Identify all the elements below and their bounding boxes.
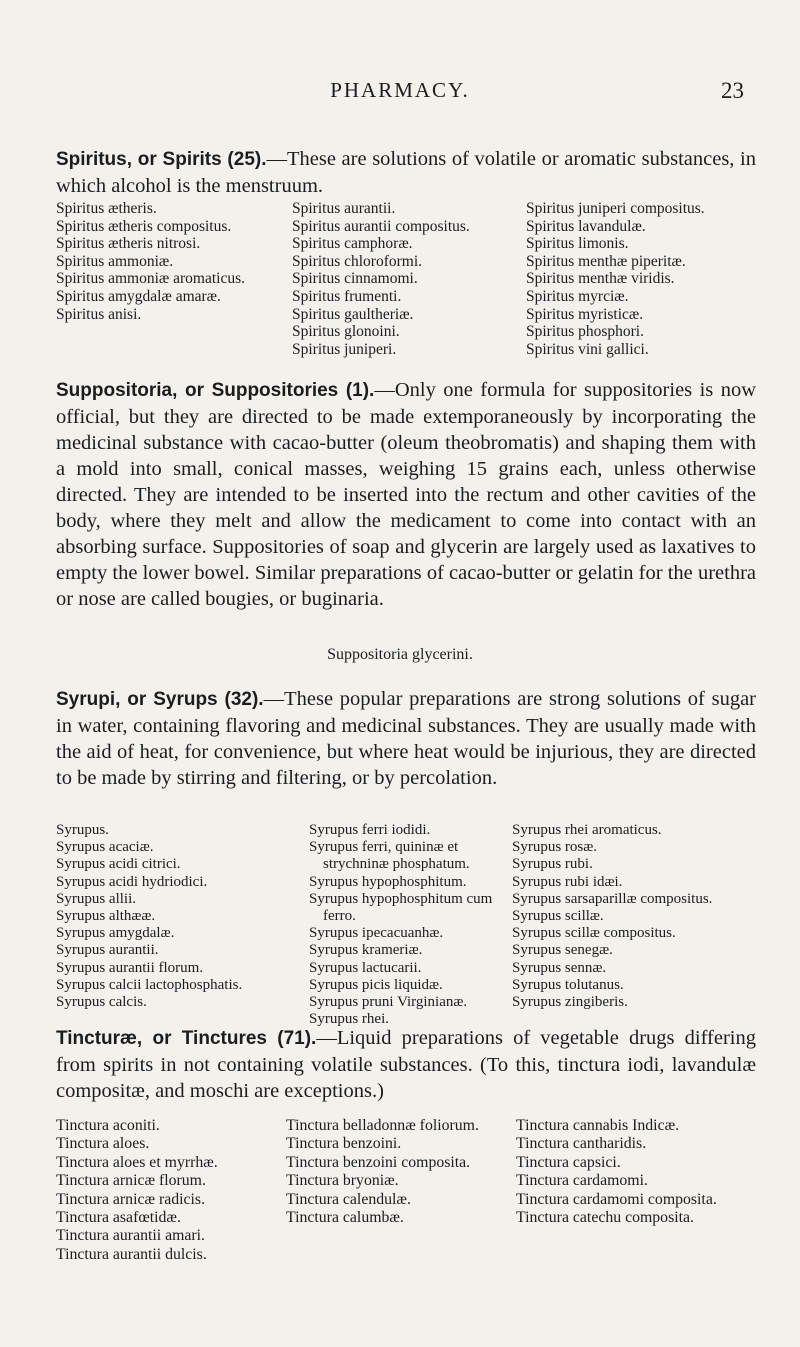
list-column — [516, 1117, 760, 1264]
list-item: Syrupus pruni Virginianæ. — [309, 994, 468, 1011]
suppositories-description: —Only one formula for suppositories is now official, but they are directed to be made extemporaneously by incorporating the medicinal substance with cacao-butter (oleum theobromatis) and shaping them with a mold into small, conical masses, weighing 15 grains each, unless otherwise directed. They are intended to be inserted into the rectum and other cavities of the body, where they melt and allow the medicament to come into contact with an absorbing surface. Suppositories of soap and glycerin are largely used as laxatives to empty the lower bowel. Similar preparations of cacao-butter or gelatin for the urethra or nose are called bougies, or buginaria. — [56, 379, 756, 610]
list-item: Syrupus senegæ. — [512, 942, 613, 959]
list-item: Tinctura cardamomi composita. — [516, 1190, 717, 1208]
list-item: Spiritus myristicæ. — [526, 305, 644, 323]
list-item: Syrupus acidi citrici. — [56, 856, 181, 873]
tinctures-list — [56, 1117, 760, 1264]
page-header-title: PHARMACY. — [330, 78, 470, 102]
syrups-heading: Syrupi, or Syrups (32). — [56, 689, 264, 710]
list-item: Tinctura cantharidis. — [516, 1135, 647, 1153]
list-item: Tinctura aconiti. — [56, 1117, 160, 1134]
list-item: Tinctura bryoniæ. — [286, 1172, 399, 1190]
list-item: Spiritus phosphori. — [526, 323, 644, 341]
list-item: Syrupus. — [56, 822, 109, 838]
list-item: Tinctura cardamomi. — [516, 1172, 648, 1190]
list-item: Syrupus scillæ compositus. — [512, 925, 676, 942]
list-item: Spiritus lavandulæ. — [526, 217, 646, 235]
tinctures-heading: Tincturæ, or Tinctures (71). — [56, 1028, 317, 1049]
spirits-list — [56, 200, 760, 358]
list-item: Spiritus chloroformi. — [292, 252, 423, 270]
spirits-intro — [56, 146, 756, 199]
list-item: Syrupus ipecacuanhæ. — [309, 925, 444, 942]
list-item: Tinctura calendulæ. — [286, 1190, 411, 1208]
list-item: Tinctura benzoini. — [286, 1135, 402, 1153]
list-item: Spiritus vini gallici. — [526, 340, 649, 358]
list-item: Spiritus juniperi. — [292, 340, 397, 358]
list-column — [292, 200, 526, 358]
syrups-intro — [56, 686, 756, 791]
list-column — [56, 1117, 286, 1264]
list-item: Syrupus aurantii. — [56, 942, 159, 959]
list-item: Spiritus camphoræ. — [292, 235, 413, 253]
suppositories-official-item: Suppositoria glycerini. — [327, 646, 473, 663]
list-item: Syrupus lactucarii. — [309, 959, 422, 976]
list-item: Spiritus amygdalæ amaræ. — [56, 287, 221, 305]
list-item: Spiritus aurantii. — [292, 200, 396, 217]
list-item: Tinctura arnicæ radicis. — [56, 1190, 206, 1208]
list-item: Tinctura benzoini composita. — [286, 1153, 471, 1171]
list-item: Syrupus rhei aromaticus. — [512, 822, 662, 838]
list-item: Syrupus krameriæ. — [309, 942, 423, 959]
list-item: Spiritus ætheris. — [56, 200, 157, 217]
list-item: Spiritus cinnamomi. — [292, 270, 418, 288]
list-item: Syrupus rosæ. — [512, 839, 598, 856]
list-item: Syrupus sarsaparillæ compositus. — [512, 890, 713, 907]
list-item: Tinctura asafœtidæ. — [56, 1209, 181, 1227]
page-number: 23 — [721, 78, 744, 103]
list-item: Syrupus calcis. — [56, 994, 147, 1011]
list-item: Spiritus glonoini. — [292, 323, 400, 341]
spirits-description: —These are solutions of volatile or aromatic substances, in which alcohol is the menstruum. — [56, 148, 756, 197]
syrups-description: —These popular preparations are strong solutions of sugar in water, containing flavoring and medicinal substances. They are usually made with the aid of heat, for convenience, but where heat would be injurious, they are directed to be made by stirring and filtering, or by percolation. — [56, 688, 756, 789]
list-item: Spiritus myrciæ. — [526, 287, 629, 305]
list-item: Tinctura aloes. — [56, 1135, 150, 1153]
list-item: Tinctura calumbæ. — [286, 1209, 404, 1227]
list-item: Tinctura aurantii amari. — [56, 1227, 206, 1245]
list-item: Syrupus acidi hydriodici. — [56, 873, 208, 890]
list-item: Syrupus hypophosphitum. — [309, 873, 467, 890]
spirits-heading: Spiritus, or Spirits (25). — [56, 149, 267, 170]
list-item: Spiritus ætheris compositus. — [56, 217, 232, 235]
list-item: Syrupus acaciæ. — [56, 839, 154, 856]
list-item: Syrupus scillæ. — [512, 908, 604, 925]
list-item: Syrupus ferri, quininæ et strychninæ phosphatum. — [309, 839, 470, 873]
list-item: Tinctura aurantii dulcis. — [56, 1245, 207, 1263]
list-item: Spiritus juniperi compositus. — [526, 200, 705, 217]
list-item: Tinctura capsici. — [516, 1153, 621, 1171]
list-item: Syrupus zingiberis. — [512, 994, 628, 1011]
list-item: Syrupus rubi idæi. — [512, 873, 623, 890]
list-item: Tinctura belladonnæ foliorum. — [286, 1117, 479, 1134]
list-item: Spiritus menthæ viridis. — [526, 270, 675, 288]
list-item: Spiritus anisi. — [56, 305, 142, 323]
list-item: Syrupus ferri iodidi. — [309, 822, 431, 838]
list-item: Spiritus aurantii compositus. — [292, 217, 470, 235]
list-item: Spiritus frumenti. — [292, 287, 402, 305]
list-item: Syrupus amygdalæ. — [56, 925, 175, 942]
list-column — [56, 200, 292, 358]
list-item: Spiritus ammoniæ. — [56, 252, 174, 270]
suppositories-heading: Suppositoria, or Suppositories (1). — [56, 380, 375, 401]
list-column — [512, 822, 760, 1028]
list-item: Syrupus picis liquidæ. — [309, 976, 443, 993]
running-head — [0, 78, 800, 118]
list-item: Spiritus ammoniæ aromaticus. — [56, 270, 245, 288]
list-item: Tinctura catechu composita. — [516, 1209, 694, 1227]
list-item: Tinctura arnicæ florum. — [56, 1172, 206, 1190]
list-item: Tinctura aloes et myrrhæ. — [56, 1153, 218, 1171]
syrups-list — [56, 822, 760, 1028]
list-item: Syrupus calcii lactophosphatis. — [56, 976, 243, 993]
list-column — [286, 1117, 516, 1264]
list-item: Syrupus aurantii florum. — [56, 959, 204, 976]
tinctures-description: —Liquid preparations of vegetable drugs differing from spirits in not containing volatile substances. (To this, tinctura iodi, lavandulæ compositæ, and moschi are exceptions.) — [56, 1027, 757, 1102]
list-item: Spiritus ætheris nitrosi. — [56, 235, 201, 253]
tinctures-intro — [56, 1025, 756, 1104]
list-item: Spiritus menthæ piperitæ. — [526, 252, 686, 270]
suppositories-intro — [56, 377, 756, 612]
list-column — [56, 822, 309, 1028]
list-item: Spiritus limonis. — [526, 235, 629, 253]
list-item: Tinctura cannabis Indicæ. — [516, 1117, 680, 1134]
list-item: Syrupus rhei. — [309, 1011, 389, 1028]
list-item: Syrupus tolutanus. — [512, 976, 624, 993]
list-column — [309, 822, 512, 1028]
list-item: Spiritus gaultheriæ. — [292, 305, 414, 323]
list-column — [526, 200, 760, 358]
list-item: Syrupus allii. — [56, 890, 137, 907]
list-item: Syrupus hypophosphitum cum ferro. — [309, 890, 493, 925]
list-item: Syrupus althææ. — [56, 908, 156, 925]
list-item: Syrupus rubi. — [512, 856, 593, 873]
list-item: Syrupus sennæ. — [512, 959, 607, 976]
